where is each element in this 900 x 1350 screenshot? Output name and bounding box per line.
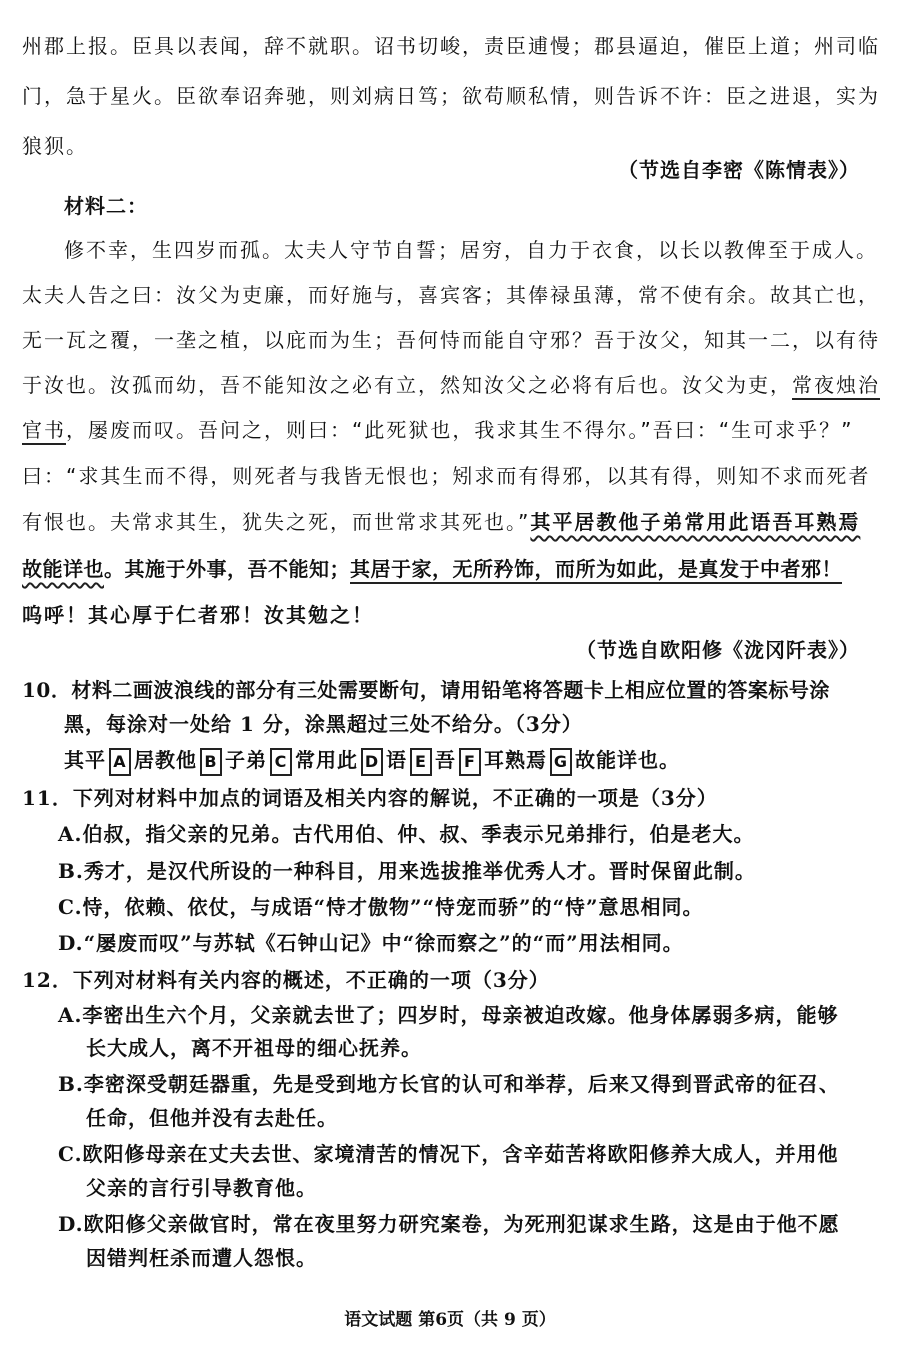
q12-option-d-line-1[interactable]: D.欧阳修父亲做官时，常在夜里努力研究案卷，为死刑犯谋求生路，这是由于他不愿 bbox=[58, 1212, 840, 1236]
material2-line-4-text: 于汝也。汝孤而幼，吾不能知汝之必有立，然知汝父之必将有后也。汝父为吏， bbox=[22, 373, 792, 397]
option-box-a[interactable]: A bbox=[109, 748, 131, 776]
q12-option-b-line-1[interactable]: B.李密深受朝廷器重，先是受到地方长官的认可和举荐，后来又得到晋武帝的征召、 bbox=[58, 1072, 840, 1096]
seq-text: 故能详也。 bbox=[575, 748, 680, 772]
option-box-f[interactable]: F bbox=[459, 748, 481, 776]
q12-option-d-line-2: 因错判枉杀而遭人怨恨。 bbox=[86, 1246, 317, 1270]
q10-break-sequence bbox=[64, 746, 680, 776]
material2-line-5 bbox=[22, 416, 853, 444]
q11-option-b[interactable]: B.秀才，是汉代所设的一种科目，用来选拔推举优秀人才。晋时保留此制。 bbox=[58, 859, 756, 883]
q12-stem: 12．下列对材料有关内容的概述，不正确的一项（3分） bbox=[22, 968, 550, 992]
material2-heading: 材料二： bbox=[64, 194, 148, 218]
page-footer: 语文试题 第6页（共 9 页） bbox=[344, 1310, 556, 1330]
material2-line-4 bbox=[22, 371, 880, 399]
option-box-d[interactable]: D bbox=[361, 748, 383, 776]
seq-text: 吾 bbox=[435, 748, 456, 772]
material2-line-9: 呜呼！其心厚于仁者邪！汝其勉之！ bbox=[22, 603, 374, 627]
material1-line-3: 狼狈。 bbox=[22, 134, 88, 158]
material2-line-7 bbox=[22, 508, 860, 536]
material1-source: （节选自李密《陈情表》） bbox=[618, 158, 860, 182]
q12-option-b-line-2: 任命，但他并没有去赴任。 bbox=[86, 1106, 338, 1130]
seq-text: 常用此 bbox=[295, 748, 358, 772]
material2-line-2: 太夫人告之曰：汝父为吏廉，而好施与，喜宾客；其俸禄虽薄，常不使有余。故其亡也， bbox=[22, 283, 880, 307]
material2-line-5-text: ，屡废而叹。吾问之，则曰：“此死狱也，我求其生不得尔。”吾曰：“生可求乎？” bbox=[66, 418, 854, 442]
material2-line-3: 无一瓦之覆，一垄之植，以庇而为生；吾何恃而能自守邪？吾于汝父，知其一二，以有待 bbox=[22, 328, 880, 352]
material2-line-7-text: 有恨也。夫常求其生，犹失之死，而世常求其死也。” bbox=[22, 510, 531, 534]
q12-option-a-line-1[interactable]: A.李密出生六个月，父亲就去世了；四岁时，母亲被迫改嫁。他身体孱弱多病，能够 bbox=[58, 1003, 839, 1027]
material2-line-1: 修不幸，生四岁而孤。太夫人守节自誓；居穷，自力于衣食，以长以教俾至于成人。 bbox=[64, 238, 878, 262]
option-box-g[interactable]: G bbox=[550, 748, 572, 776]
q11-stem: 11．下列对材料中加点的词语及相关内容的解说，不正确的一项是（3分） bbox=[22, 786, 718, 810]
underlined-phrase-2: 官书 bbox=[22, 418, 66, 442]
seq-text: 其平 bbox=[64, 748, 106, 772]
underlined-sentence: 其居于家，无所矜饰，而所为如此，是真发于中者邪！ bbox=[350, 557, 842, 581]
q11-option-c[interactable]: C.恃，依赖、依仗，与成语“恃才傲物”“恃宠而骄”的“恃”意思相同。 bbox=[58, 895, 704, 919]
option-box-e[interactable]: E bbox=[410, 748, 432, 776]
material2-line-8 bbox=[22, 555, 842, 583]
material1-line-2: 门，急于星火。臣欲奉诏奔驰，则刘病日笃；欲苟顺私情，则告诉不许：臣之进退，实为 bbox=[22, 84, 880, 108]
seq-text: 子弟 bbox=[225, 748, 267, 772]
q10-stem-line-2: 黑，每涂对一处给 1 分，涂黑超过三处不给分。（3分） bbox=[64, 712, 583, 736]
q10-stem-line-1: 10．材料二画波浪线的部分有三处需要断句，请用铅笔将答题卡上相应位置的答案标号涂 bbox=[22, 678, 830, 702]
seq-text: 语 bbox=[386, 748, 407, 772]
option-box-b[interactable]: B bbox=[200, 748, 222, 776]
q12-option-c-line-1[interactable]: C.欧阳修母亲在丈夫去世、家境清苦的情况下，含辛茹苦将欧阳修养大成人，并用他 bbox=[58, 1142, 839, 1166]
q12-option-c-line-2: 父亲的言行引导教育他。 bbox=[86, 1176, 317, 1200]
q12-option-a-line-2: 长大成人，离不开祖母的细心抚养。 bbox=[86, 1036, 422, 1060]
material2-line-8-text: 。其施于外事，吾不能知； bbox=[104, 557, 350, 581]
material1-line-1: 州郡上报。臣具以表闻，辞不就职。诏书切峻，责臣逋慢；郡县逼迫，催臣上道；州司临 bbox=[22, 34, 880, 58]
seq-text: 居教他 bbox=[134, 748, 197, 772]
wavy-underlined-sentence-1: 其平居教他子弟常用此语吾耳熟焉 bbox=[530, 510, 861, 534]
option-box-c[interactable]: C bbox=[270, 748, 292, 776]
material2-source: （节选自欧阳修《泷冈阡表》） bbox=[576, 638, 860, 662]
wavy-underlined-sentence-2: 故能详也 bbox=[22, 557, 104, 581]
q11-option-a[interactable]: A.伯叔，指父亲的兄弟。古代用伯、仲、叔、季表示兄弟排行，伯是老大。 bbox=[58, 822, 755, 846]
underlined-phrase-1: 常夜烛治 bbox=[792, 373, 880, 397]
q11-option-d[interactable]: D.“屡废而叹”与苏轼《石钟山记》中“徐而察之”的“而”用法相同。 bbox=[58, 931, 684, 955]
material2-line-6: 曰：“求其生而不得，则死者与我皆无恨也；矧求而有得邪，以其有得，则知不求而死者 bbox=[22, 464, 871, 488]
seq-text: 耳熟焉 bbox=[484, 748, 547, 772]
